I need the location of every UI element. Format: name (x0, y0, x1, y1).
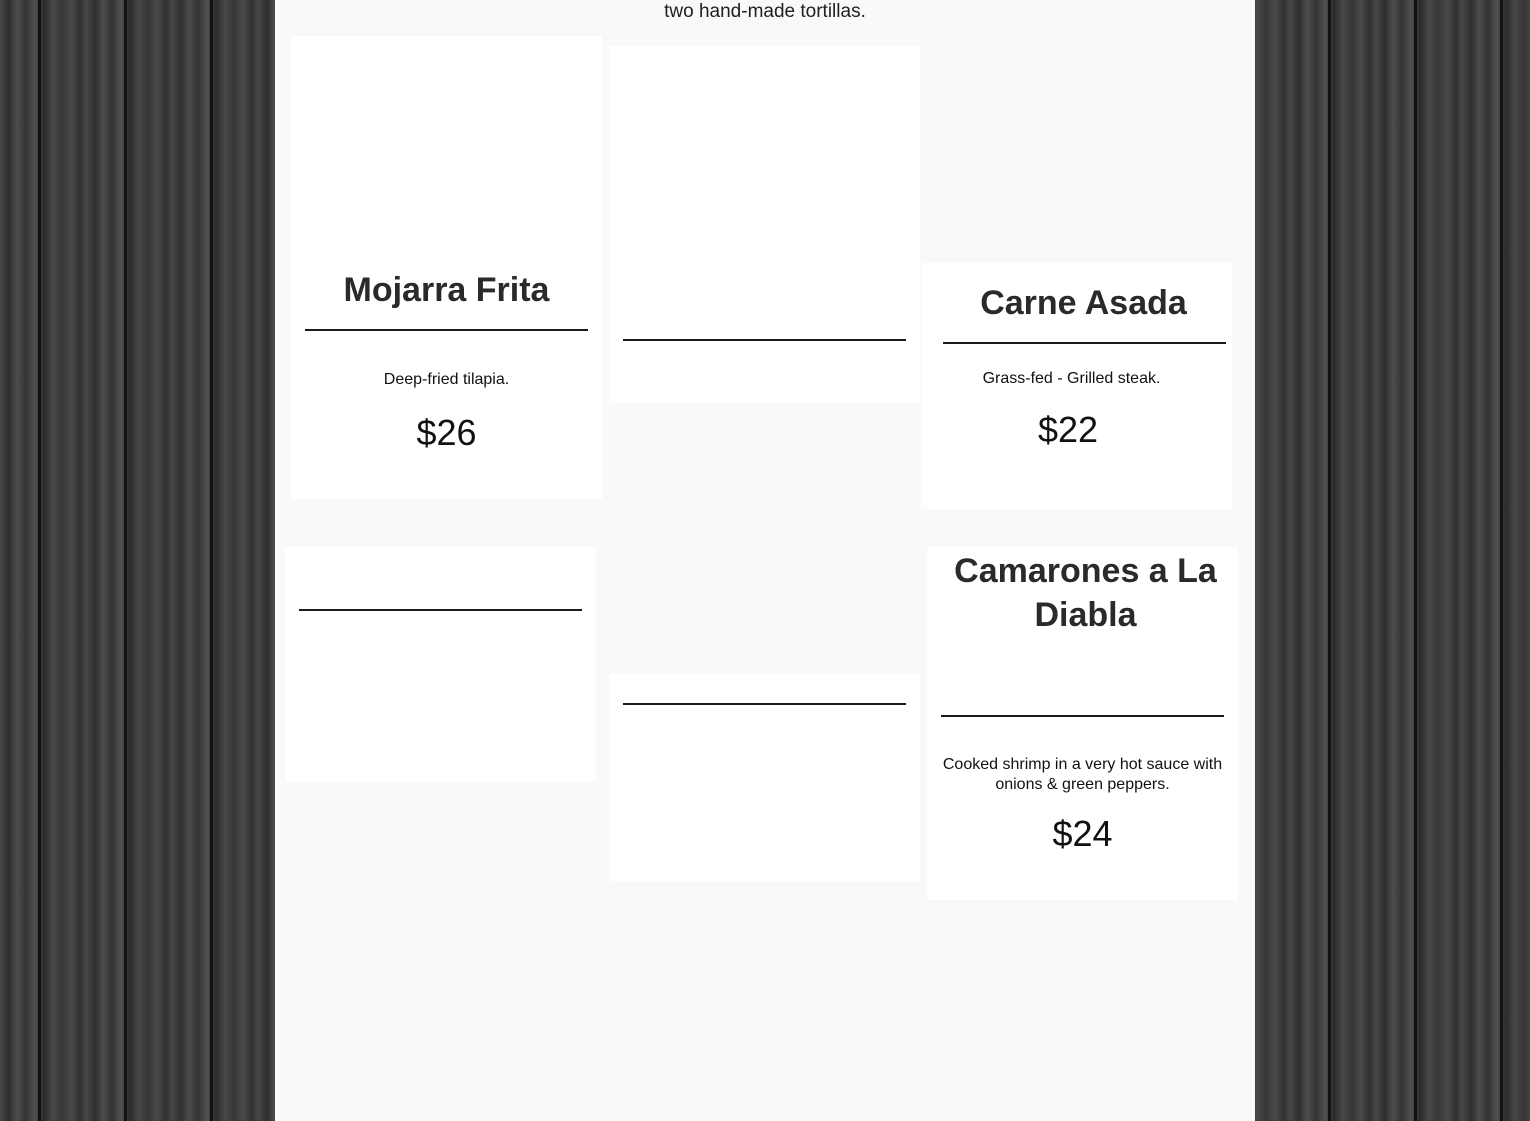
menu-item-card (927, 547, 1238, 900)
menu-item-card (285, 547, 596, 782)
menu-item-card (609, 674, 920, 881)
intro-text: two hand-made tortillas. (664, 1, 866, 22)
title-divider (299, 609, 582, 611)
title-divider (623, 339, 906, 341)
title-divider (941, 715, 1224, 717)
menu-item-title: Carne Asada (980, 284, 1187, 322)
menu-item-card (609, 46, 920, 403)
title-divider (305, 329, 588, 331)
menu-item-price: $26 (416, 412, 477, 453)
menu-item-description: Grass-fed - Grilled steak. (982, 370, 1161, 387)
title-divider (623, 703, 906, 705)
title-divider (943, 342, 1226, 344)
menu-item-price: $22 (1037, 409, 1099, 450)
menu-item-card (291, 36, 602, 499)
menu-item-description: Cooked shrimp in a very hot sauce with onions & green peppers. (942, 756, 1223, 793)
menu-item-price: $24 (1052, 813, 1113, 854)
menu-content-panel (275, 0, 1255, 1121)
menu-item-title: Mojarra Frita (343, 271, 550, 309)
menu-item-card (921, 263, 1232, 509)
menu-item-title: Camarones a La Diabla (954, 552, 1217, 634)
menu-item-description: Deep-fried tilapia. (383, 371, 510, 388)
